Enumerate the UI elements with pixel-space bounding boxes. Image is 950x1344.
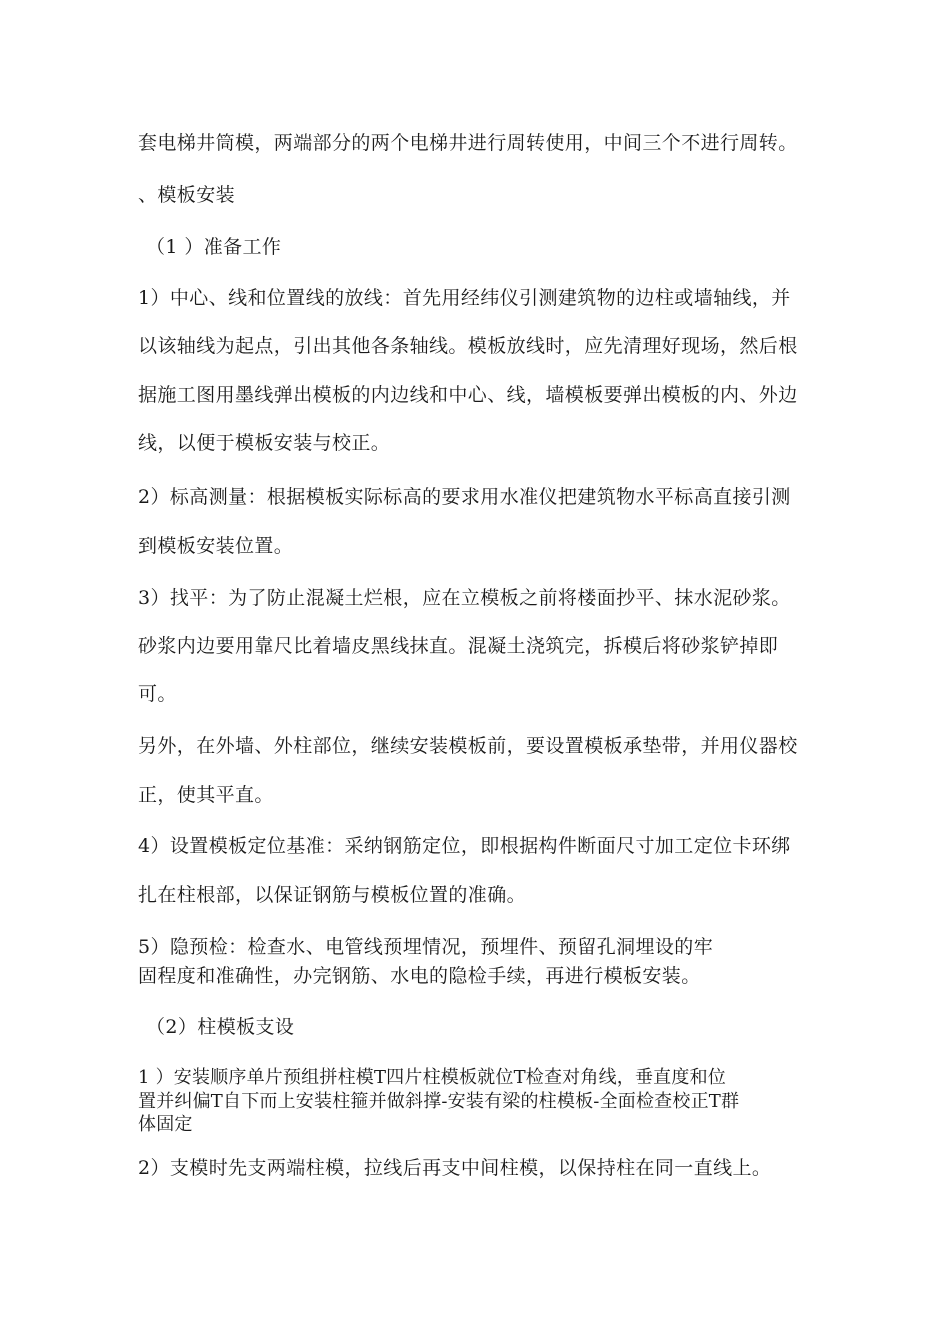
text-line: 4）设置模板定位基准：采纳钢筋定位，即根据构件断面尺寸加工定位卡环绑: [138, 835, 791, 857]
text-line: 2）支模时先支两端柱模，拉线后再支中间柱模，以保持柱在同一直线上。: [138, 1157, 772, 1179]
text-line: 3）找平：为了防止混凝土烂根，应在立模板之前将楼面抄平、抹水泥砂浆。: [138, 587, 791, 609]
text-line: 可。: [138, 683, 177, 705]
text-line: 2）标高测量：根据模板实际标高的要求用水准仪把建筑物水平标高直接引测: [138, 486, 791, 508]
text-line: 5）隐预检：检查水、电管线预埋情况，预埋件、预留孔洞埋设的牢: [138, 936, 714, 958]
subsection-heading: （2）柱模板支设: [146, 1016, 295, 1038]
text-line: 以该轴线为起点，引出其他各条轴线。模板放线时，应先清理好现场，然后根: [138, 335, 798, 357]
text-line: 置并纠偏T自下而上安装柱箍并做斜撑-安装有梁的柱模板-全面检查校正T群: [138, 1091, 740, 1112]
text-line: 据施工图用墨线弹出模板的内边线和中心、线，墙模板要弹出模板的内、外边: [138, 384, 798, 406]
text-line: 套电梯井筒模，两端部分的两个电梯井进行周转使用，中间三个不进行周转。: [138, 132, 798, 154]
text-line: 体固定: [138, 1114, 193, 1135]
text-line: 另外，在外墙、外柱部位，继续安装模板前，要设置模板承垫带，并用仪器校: [138, 735, 798, 757]
text-line: 正，使其平直。: [138, 784, 274, 806]
subsection-heading: （1 ）准备工作: [146, 236, 282, 258]
section-heading: 、模板安装: [138, 184, 236, 206]
text-line: 砂浆内边要用靠尺比着墙皮黑线抹直。混凝土浇筑完，拆模后将砂浆铲掉即: [138, 635, 779, 657]
text-line: 1 ）安装顺序单片预组拼柱模T四片柱模板就位T检查对角线，垂直度和位: [138, 1067, 726, 1088]
text-line: 1）中心、线和位置线的放线：首先用经纬仪引测建筑物的边柱或墙轴线，并: [138, 287, 791, 309]
text-line: 固程度和准确性，办完钢筋、水电的隐检手续，再进行模板安装。: [138, 965, 701, 987]
text-line: 到模板安装位置。: [138, 535, 294, 557]
text-line: 线，以便于模板安装与校正。: [138, 432, 391, 454]
text-line: 扎在柱根部，以保证钢筋与模板位置的准确。: [138, 884, 527, 906]
